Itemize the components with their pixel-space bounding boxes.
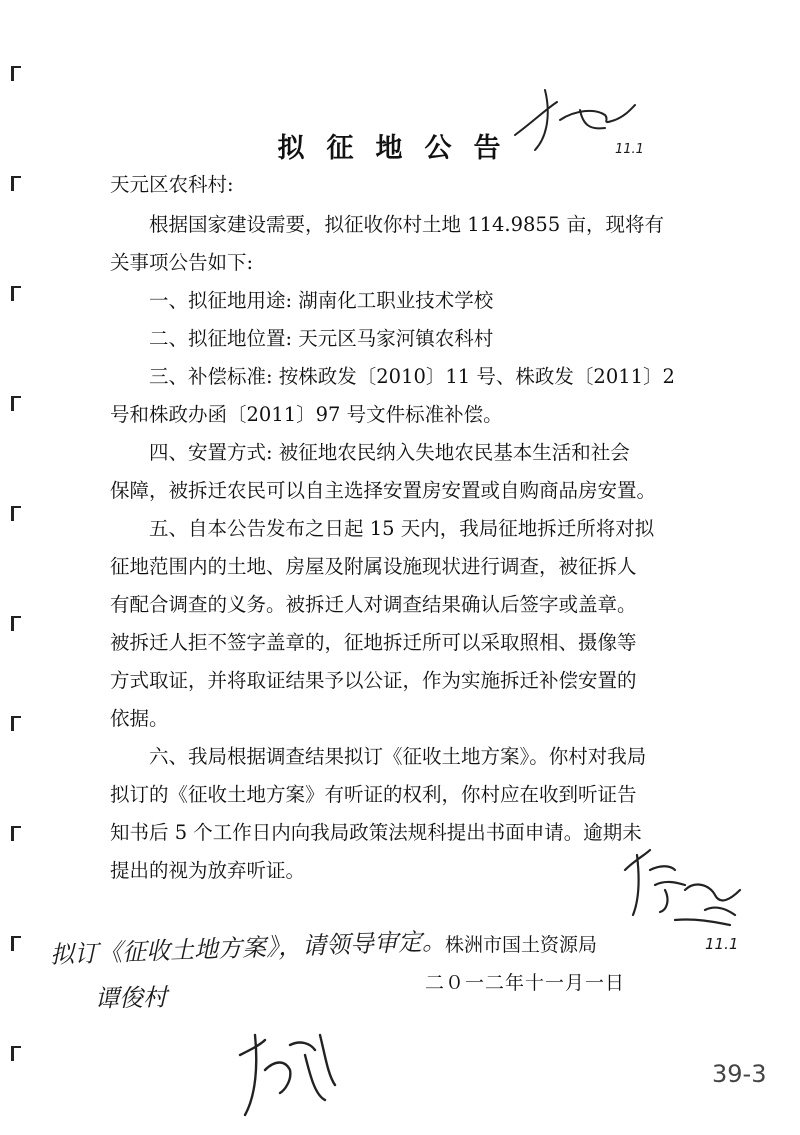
body-line: 征地范围内的土地、房屋及附属设施现状进行调查，被征拆人 bbox=[110, 555, 637, 578]
body-line: 被拆迁人拒不签字盖章的，征地拆迁所可以采取照相、摄像等 bbox=[110, 631, 637, 654]
signature-right bbox=[615, 840, 765, 930]
body-line: 一、拟征地用途: 湖南化工职业技术学校 bbox=[110, 289, 494, 312]
handwritten-note: 拟订《征收土地方案》，请领导审定。 bbox=[49, 927, 447, 969]
handwritten-date-right: 11.1 bbox=[705, 935, 739, 953]
signature-bottom bbox=[230, 1015, 350, 1125]
addressee: 天元区农科村: bbox=[110, 173, 234, 196]
body-line: 根据国家建设需要，拟征收你村土地 114.9855 亩，现将有 bbox=[110, 213, 664, 236]
body-line: 五、自本公告发布之日起 15 天内，我局征地拆迁所将对拟 bbox=[110, 517, 655, 540]
body-line: 方式取证，并将取证结果予以公证，作为实施拆迁补偿安置的 bbox=[110, 669, 637, 692]
body-line: 保障，被拆迁农民可以自主选择安置房安置或自购商品房安置。 bbox=[110, 479, 657, 502]
binding-mark bbox=[11, 616, 21, 631]
body-line: 拟订的《征收土地方案》有听证的权利，你村应在收到听证告 bbox=[110, 783, 637, 806]
binding-mark bbox=[11, 936, 21, 951]
body-line: 四、安置方式: 被征地农民纳入失地农民基本生活和社会 bbox=[110, 441, 630, 464]
body-line: 号和株政办函〔2011〕97 号文件标准补偿。 bbox=[110, 403, 503, 426]
document-title: 拟征地公告 bbox=[277, 133, 523, 164]
body-line: 六、我局根据调查结果拟订《征收土地方案》。你村对我局 bbox=[110, 745, 647, 768]
body-line: 二、拟征地位置: 天元区马家河镇农科村 bbox=[110, 327, 494, 350]
binding-mark bbox=[11, 506, 21, 521]
binding-mark bbox=[11, 1046, 21, 1061]
issue-date: 二０一二年十一月一日 bbox=[425, 972, 626, 994]
binding-mark bbox=[11, 826, 21, 841]
binding-mark bbox=[11, 66, 21, 81]
page-number: 39-3 bbox=[712, 1060, 767, 1088]
body-line: 三、补偿标准: 按株政发〔2010〕11 号、株政发〔2011〕2 bbox=[110, 365, 675, 388]
issuer-name: 株洲市国土资源局 bbox=[445, 934, 598, 956]
binding-mark bbox=[11, 396, 21, 411]
body-line: 提出的视为放弃听证。 bbox=[110, 859, 306, 882]
handwritten-date-top: 11.1 bbox=[615, 142, 644, 157]
body-line: 关事项公告如下: bbox=[110, 251, 254, 274]
body-line: 有配合调查的义务。被拆迁人对调查结果确认后签字或盖章。 bbox=[110, 593, 637, 616]
handwritten-signature-name: 谭俊村 bbox=[94, 983, 168, 1013]
binding-mark bbox=[11, 716, 21, 731]
body-line: 依据。 bbox=[110, 707, 169, 730]
body-line: 知书后 5 个工作日内向我局政策法规科提出书面申请。逾期未 bbox=[110, 821, 642, 844]
binding-mark bbox=[11, 176, 21, 191]
binding-mark bbox=[11, 286, 21, 301]
